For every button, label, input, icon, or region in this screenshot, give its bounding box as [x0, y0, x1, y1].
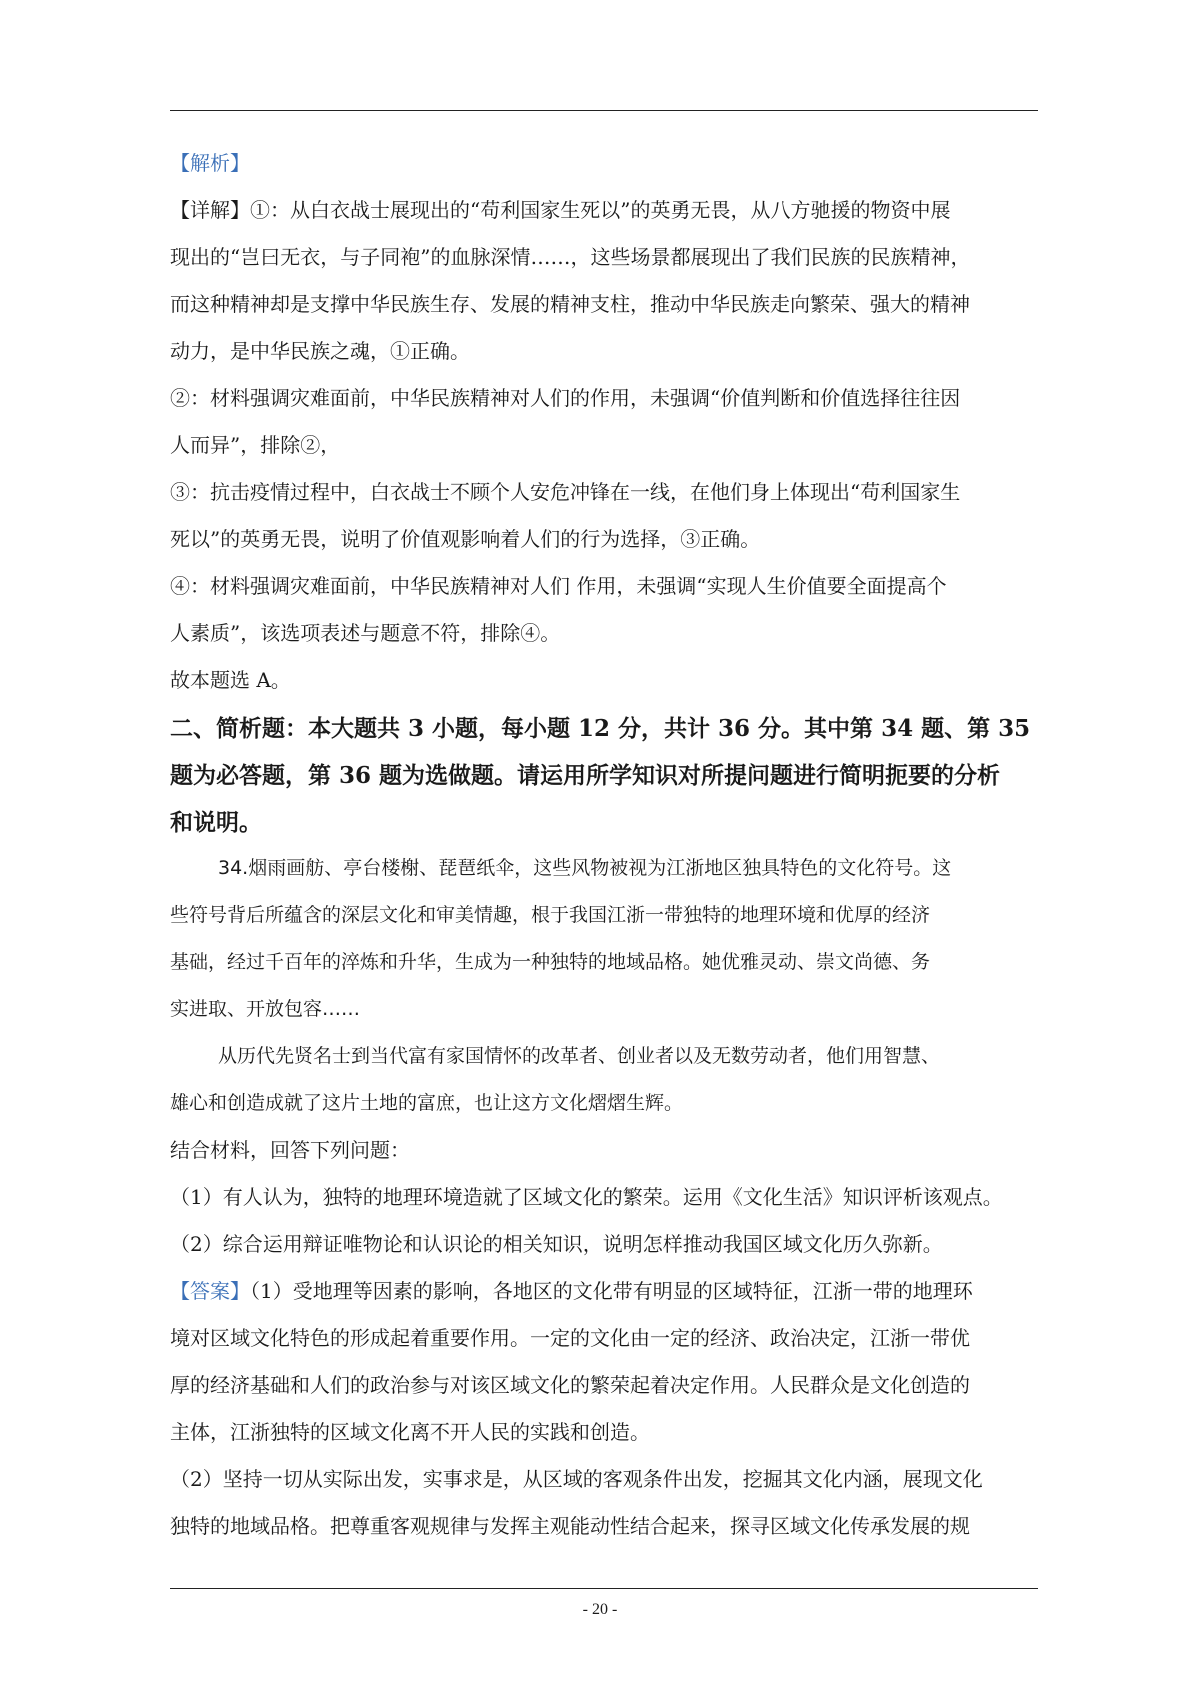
- conclusion-line: 故本题选 A。: [170, 668, 291, 692]
- material-line-1: 34.烟雨画舫、亭台楼榭、琵琶纸伞，这些风物被视为江浙地区独具特色的文化符号。这: [218, 857, 952, 879]
- question-prompt: 结合材料，回答下列问题：: [170, 1138, 410, 1162]
- footer-rule: [170, 1588, 1038, 1589]
- detail-line-8: 死以”的英勇无畏，说明了价值观影响着人们的行为选择，③正确。: [170, 527, 761, 551]
- answer-line-6: 独特的地域品格。把尊重客观规律与发挥主观能动性结合起来，探寻区域文化传承发展的规: [170, 1514, 970, 1538]
- material-line-6: 雄心和创造成就了这片土地的富庶，也让这方文化熠熠生辉。: [170, 1092, 684, 1114]
- question-2: （2）综合运用辩证唯物论和认识论的相关知识，说明怎样推动我国区域文化历久弥新。: [170, 1232, 943, 1256]
- detail-line-5: ②：材料强调灾难面前，中华民族精神对人们的作用，未强调“价值判断和价值选择往往因: [170, 386, 961, 410]
- section-heading-line-2: 题为必答题，第 36 题为选做题。请运用所学知识对所提问题进行简明扼要的分析: [170, 762, 1001, 789]
- detail-line-4: 动力，是中华民族之魂，①正确。: [170, 339, 470, 363]
- page-number: - 20 -: [582, 1601, 618, 1618]
- material-line-5: 从历代先贤名士到当代富有家国情怀的改革者、创业者以及无数劳动者，他们用智慧、: [218, 1045, 941, 1067]
- answer-line-3: 厚的经济基础和人们的政治参与对该区域文化的繁荣起着决定作用。人民群众是文化创造的: [170, 1373, 970, 1397]
- answer-label: 【答案】: [170, 1279, 250, 1303]
- detail-line-10: 人素质”，该选项表述与题意不符，排除④。: [170, 621, 561, 645]
- detail-line-7: ③：抗击疫情过程中，白衣战士不顾个人安危冲锋在一线，在他们身上体现出“苟利国家生: [170, 480, 961, 504]
- detail-label: 【详解】: [170, 198, 250, 222]
- section-heading-line-1: 二、简析题：本大题共 3 小题，每小题 12 分，共计 36 分。其中第 34 题、第 35: [170, 715, 1031, 742]
- material-line-3: 基础，经过千百年的淬炼和升华，生成为一种独特的地域品格。她优雅灵动、崇文尚德、务: [170, 951, 931, 973]
- material-line-2: 些符号背后所蕴含的深层文化和审美情趣，根于我国江浙一带独特的地理环境和优厚的经济: [170, 904, 931, 926]
- detail-line-9: ④：材料强调灾难面前，中华民族精神对人们 作用，未强调“实现人生价值要全面提高个: [170, 574, 947, 598]
- answer-line-1: 【答案】（1）受地理等因素的影响，各地区的文化带有明显的区域特征，江浙一带的地理环: [170, 1279, 973, 1303]
- material-line-4: 实进取、开放包容……: [170, 998, 361, 1020]
- page-content: [170, 150, 1038, 1560]
- detail-line-6: 人而异”，排除②，: [170, 433, 341, 457]
- answer-line-2: 境对区域文化特色的形成起着重要作用。一定的文化由一定的经济、政治决定，江浙一带优: [170, 1326, 970, 1350]
- detail-line-1: 【详解】①：从白衣战士展现出的“苟利国家生死以”的英勇无畏，从八方驰援的物资中展: [170, 198, 951, 222]
- analysis-label: 【解析】: [170, 151, 250, 175]
- detail-line-2: 现出的“岂曰无衣，与子同袍”的血脉深情……，这些场景都展现出了我们民族的民族精神，: [170, 245, 971, 269]
- question-1: （1）有人认为，独特的地理环境造就了区域文化的繁荣。运用《文化生活》知识评析该观点。: [170, 1185, 1003, 1209]
- section-heading-line-3: 和说明。: [170, 809, 262, 836]
- answer-line-5: （2）坚持一切从实际出发，实事求是，从区域的客观条件出发，挖掘其文化内涵，展现文化: [170, 1467, 983, 1491]
- answer-line-4: 主体，江浙独特的区域文化离不开人民的实践和创造。: [170, 1420, 650, 1444]
- header-rule: [170, 110, 1038, 111]
- detail-line-3: 而这种精神却是支撑中华民族生存、发展的精神支柱，推动中华民族走向繁荣、强大的精神: [170, 292, 970, 316]
